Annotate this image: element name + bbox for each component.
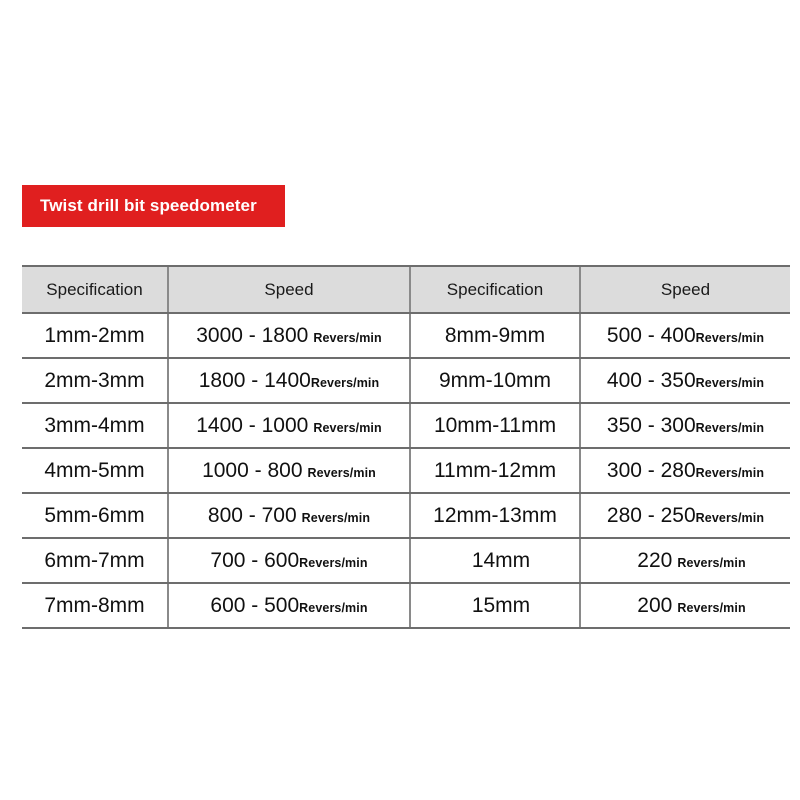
specification-value: 5mm-6mm [44, 503, 145, 527]
cell-specification-left [22, 358, 168, 403]
cell-speed-right [580, 358, 790, 403]
speed-value: 400 - 350 [606, 368, 696, 392]
speed-unit-label: Revers/min [299, 555, 368, 570]
specification-value: 3mm-4mm [44, 413, 145, 437]
speed-unit-label: Revers/min [310, 375, 380, 390]
cell-specification-right [410, 583, 580, 628]
specification-value: 4mm-5mm [44, 458, 145, 482]
banner-title: Twist drill bit speedometer [40, 196, 257, 215]
cell-speed-left [168, 538, 410, 583]
speed-value: 3000 - 1800 [196, 323, 309, 347]
cell-speed-right [580, 538, 790, 583]
speed-unit-label: Revers/min [695, 510, 765, 525]
table-header [22, 266, 790, 313]
table-row [22, 448, 790, 493]
specification-value: 12mm-13mm [433, 503, 557, 527]
table-header-row [22, 266, 790, 313]
cell-specification-right [410, 313, 580, 358]
speed-unit-label: Revers/min [313, 330, 382, 345]
speed-unit-label: Revers/min [301, 510, 371, 525]
specification-value: 6mm-7mm [44, 548, 145, 572]
speed-unit-label: Revers/min [695, 375, 765, 390]
cell-specification-left [22, 403, 168, 448]
speed-unit-label: Revers/min [695, 330, 765, 345]
speed-unit-label: Revers/min [307, 465, 376, 480]
speed-value: 1400 - 1000 [196, 413, 309, 437]
specification-value: 1mm-2mm [44, 323, 145, 347]
speed-value: 1000 - 800 [202, 458, 303, 482]
specification-value: 9mm-10mm [438, 368, 551, 392]
specification-value: 14mm [471, 548, 531, 572]
table-body [22, 313, 790, 628]
speed-value: 600 - 500 [210, 593, 300, 617]
specification-value: 8mm-9mm [444, 323, 546, 347]
speed-unit-label: Revers/min [677, 600, 746, 615]
speed-unit-label: Revers/min [313, 420, 382, 435]
specification-value: 11mm-12mm [433, 458, 557, 482]
cell-specification-left [22, 448, 168, 493]
cell-specification-right [410, 538, 580, 583]
speed-unit-label: Revers/min [677, 555, 746, 570]
cell-specification-left [22, 493, 168, 538]
cell-speed-right [580, 448, 790, 493]
table-row [22, 403, 790, 448]
cell-speed-right [580, 313, 790, 358]
specification-value: 15mm [471, 593, 531, 617]
cell-speed-left [168, 403, 410, 448]
speed-value: 800 - 700 [207, 503, 297, 527]
cell-specification-right [410, 358, 580, 403]
speed-value: 300 - 280 [606, 458, 696, 482]
column-header-speed-right: Speed [580, 266, 790, 313]
table-row [22, 313, 790, 358]
column-header-specification-right: Specification [410, 266, 580, 313]
specification-value: 2mm-3mm [44, 368, 145, 392]
table-row [22, 538, 790, 583]
speed-value: 1800 - 1400 [198, 368, 311, 392]
cell-speed-left [168, 448, 410, 493]
table-row [22, 358, 790, 403]
cell-speed-left [168, 583, 410, 628]
speed-value: 280 - 250 [606, 503, 696, 527]
speed-unit-label: Revers/min [695, 465, 765, 480]
cell-specification-right [410, 448, 580, 493]
drill-speed-table [22, 265, 790, 629]
speed-value: 350 - 300 [606, 413, 696, 437]
column-header-specification-left: Specification [22, 266, 168, 313]
speed-value: 200 [637, 593, 673, 617]
cell-specification-left [22, 583, 168, 628]
cell-specification-left [22, 313, 168, 358]
cell-speed-right [580, 583, 790, 628]
cell-specification-left [22, 538, 168, 583]
cell-specification-right [410, 403, 580, 448]
speed-value: 700 - 600 [210, 548, 300, 572]
cell-speed-right [580, 403, 790, 448]
specification-value: 10mm-11mm [433, 413, 557, 437]
specification-value: 7mm-8mm [44, 593, 145, 617]
cell-speed-left [168, 358, 410, 403]
cell-specification-right [410, 493, 580, 538]
speed-unit-label: Revers/min [695, 420, 765, 435]
speed-unit-label: Revers/min [299, 600, 368, 615]
table-row [22, 583, 790, 628]
title-banner [22, 185, 285, 227]
cell-speed-left [168, 313, 410, 358]
speed-value: 220 [637, 548, 673, 572]
speed-value: 500 - 400 [606, 323, 696, 347]
table-row [22, 493, 790, 538]
cell-speed-right [580, 493, 790, 538]
column-header-speed-left: Speed [168, 266, 410, 313]
cell-speed-left [168, 493, 410, 538]
